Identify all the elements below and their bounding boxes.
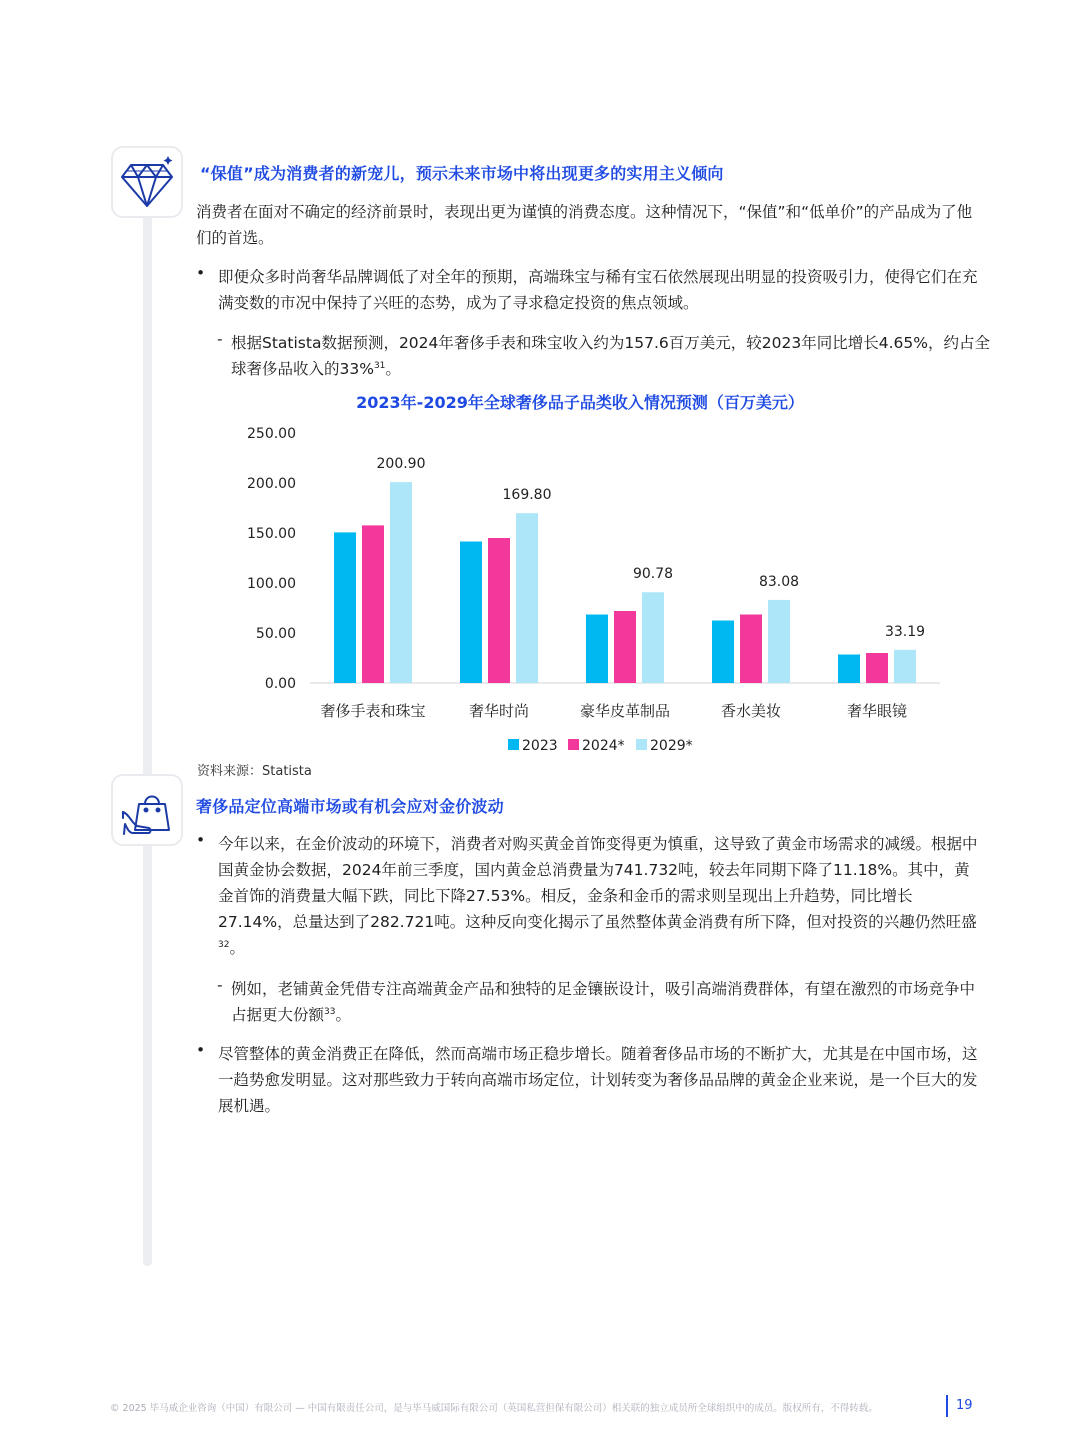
handbag-heel-icon-box [111, 774, 183, 846]
x-tick-label: 奢华眼镜 [846, 702, 908, 720]
data-label: 33.19 [884, 623, 926, 640]
bullet-marker: • [196, 1041, 206, 1059]
diamond-icon-box [111, 146, 183, 218]
diamond-icon [118, 153, 176, 211]
y-tick-label: 50.00 [255, 626, 296, 642]
legend-label: 2024* [582, 738, 625, 754]
bar [460, 542, 482, 684]
page-separator [946, 1395, 948, 1417]
timeline-line [143, 200, 152, 1266]
section-title: 奢侈品定位高端市场或有机会应对金价波动 [196, 797, 504, 816]
source-note: 资料来源：Statista [197, 764, 312, 779]
intro-paragraph: 消费者在面对不确定的经济前景时，表现出更为谨慎的消费态度。这种情况下，“保值”和“低单价”的产品成为了他们的首选。 [196, 203, 973, 247]
bar [642, 592, 664, 683]
data-label: 90.78 [632, 566, 674, 583]
footnote-ref: 32 [218, 939, 230, 950]
legend-swatch [636, 739, 647, 750]
bar [740, 615, 762, 684]
bar-chart [240, 415, 960, 760]
sub-bullet-paragraph [231, 976, 981, 1028]
y-tick-label: 200.00 [247, 476, 296, 492]
bullet-end: 。 [229, 939, 245, 957]
x-tick-label: 奢侈手表和珠宝 [320, 702, 426, 720]
section-title: “保值”成为消费者的新宠儿，预示未来市场中将出现更多的实用主义倾向 [200, 164, 724, 183]
bullet-paragraph: 尽管整体的黄金消费正在降低，然而高端市场正稳步增长。随着奢侈品市场的不断扩大，尤其是在中国市场，这一趋势愈发明显。这对那些致力于转向高端市场定位，计划转变为奢侈品品牌的黄金企业来说，是一个巨大的发展机遇。 [218, 1045, 978, 1115]
dash-marker: - [217, 976, 223, 994]
footnote-ref: 31 [373, 360, 386, 371]
bar [712, 621, 734, 684]
dash-marker: - [217, 330, 223, 348]
x-tick-label: 豪华皮革制品 [579, 702, 671, 720]
sub-bullet-paragraph [231, 330, 991, 382]
bar [894, 650, 916, 683]
footer-copyright: © 2025 毕马威企业咨询（中国）有限公司 — 中国有限责任公司，是与毕马威国际有限公司（英国私营担保有限公司）相关联的独立成员所全球组织中的成员。版权所有，不得转载。 [110, 1403, 878, 1414]
bullet-text: 今年以来，在金价波动的环境下，消费者对购买黄金首饰变得更为慎重，这导致了黄金市场需求的减缓。根据中国黄金协会数据，2024年前三季度，国内黄金总消费量为741.732吨，较去年同期下降了11.18%。其中，黄金首饰的消费量大幅下跌，同比下降27.53%。相反，金条和金币的需求则呈现出上升趋势，同比增长27.14%，总量达到了282.721吨。这种反向变化揭示了虽然整体黄金消费有所下降，但对投资的兴趣仍然旺盛 [218, 835, 978, 931]
data-label: 83.08 [758, 573, 800, 590]
sub-bullet-end: 。 [385, 360, 401, 378]
bar [516, 513, 538, 683]
bullet-paragraph [218, 831, 978, 961]
bullet-paragraph: 即便众多时尚奢华品牌调低了对全年的预期，高端珠宝与稀有宝石依然展现出明显的投资吸引力，使得它们在充满变数的市况中保持了兴旺的态势，成为了寻求稳定投资的焦点领域。 [218, 268, 978, 312]
handbag-heel-icon [119, 782, 175, 838]
data-label: 200.90 [376, 456, 426, 473]
y-tick-label: 100.00 [247, 576, 296, 592]
bar [838, 655, 860, 684]
data-label: 169.80 [502, 487, 552, 504]
bullet-marker: • [196, 831, 206, 849]
bullet-marker: • [196, 264, 206, 282]
legend-swatch [568, 739, 579, 750]
y-tick-label: 0.00 [264, 676, 296, 692]
sub-bullet-text: 根据Statista数据预测，2024年奢侈手表和珠宝收入约为157.6百万美元，较2023年同比增长4.65%，约占全球奢侈品收入的33% [231, 334, 990, 378]
bar [334, 532, 356, 683]
y-tick-label: 150.00 [247, 526, 296, 542]
bar [866, 653, 888, 683]
page-number: 19 [956, 1398, 973, 1413]
footnote-ref: 33 [324, 1006, 336, 1017]
chart-title: 2023年-2029年全球奢侈品子品类收入情况预测（百万美元） [356, 393, 804, 412]
legend-label: 2023 [522, 738, 558, 754]
legend-swatch [508, 739, 519, 750]
bar [390, 482, 412, 683]
x-tick-label: 香水美妆 [720, 702, 782, 720]
sub-bullet-end: 。 [335, 1006, 351, 1024]
bar [488, 538, 510, 683]
bar [768, 600, 790, 683]
y-tick-label: 250.00 [247, 426, 296, 442]
bar [614, 611, 636, 683]
legend-label: 2029* [650, 738, 693, 754]
bar [586, 615, 608, 684]
x-tick-label: 奢华时尚 [468, 702, 530, 720]
bar [362, 525, 384, 683]
sub-bullet-text: 例如，老铺黄金凭借专注高端黄金产品和独特的足金镶嵌设计，吸引高端消费群体，有望在激烈的市场竞争中占据更大份额 [231, 980, 976, 1024]
